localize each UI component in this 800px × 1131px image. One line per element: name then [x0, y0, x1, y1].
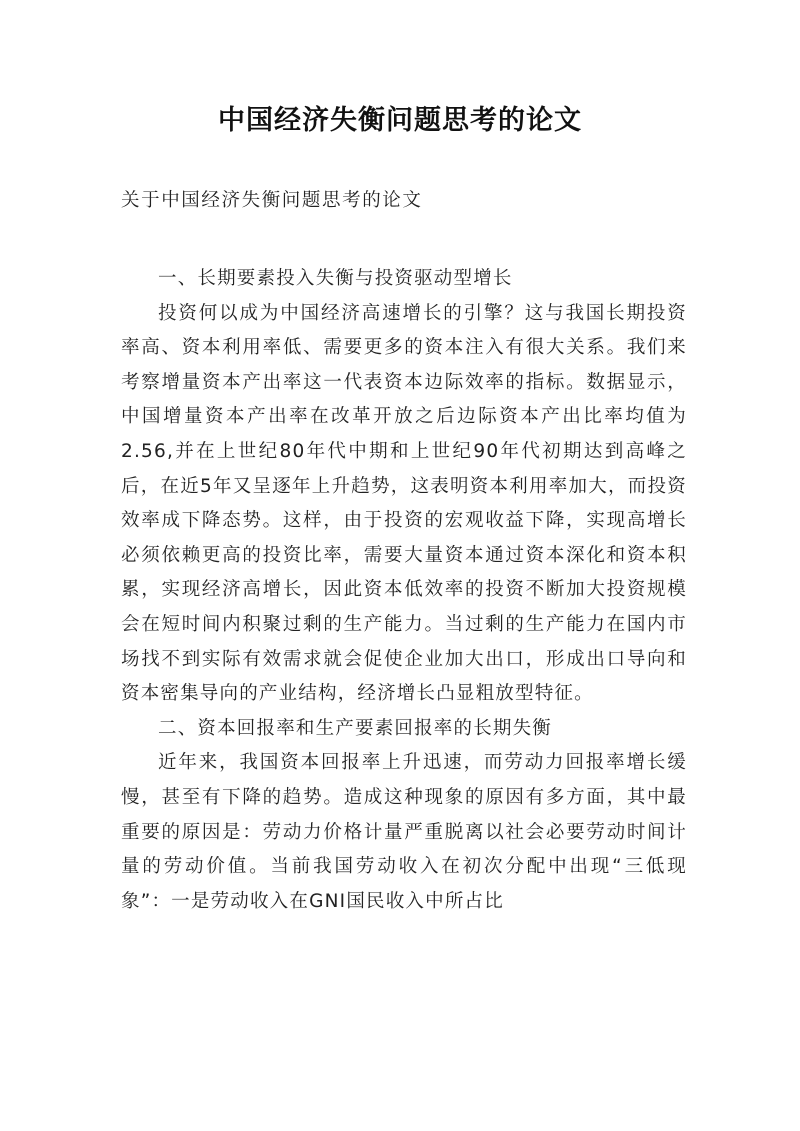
- section-heading-1: 一、长期要素投入失衡与投资驱动型增长: [158, 268, 513, 289]
- document-subtitle: 关于中国经济失衡问题思考的论文: [121, 190, 423, 211]
- body-paragraph-2: 近年来，我国资本回报率上升迅速，而劳动力回报率增长缓慢，甚至有下降的趋势。造成这种现象的原因有多方面，其中最重要的原因是：劳动力价格计量严重脱离以社会必要劳动时间计量的劳动价值。当前我国劳动收入在初次分配中出现“三低现象”：一是劳动收入在GNI国民收入中所占比: [121, 752, 687, 912]
- body-paragraph-1: 投资何以成为中国经济高速增长的引擎？这与我国长期投资率高、资本利用率低、需要更多的资本注入有很大关系。我们来考察增量资本产出率这一代表资本边际效率的指标。数据显示，中国增量资本产出率在改革开放之后边际资本产出比率均值为2.56,并在上世纪80年代中期和上世纪90年代初期达到高峰之后，在近5年又呈逐年上升趋势，这表明资本利用率加大，而投资效率成下降态势。这样，由于投资的宏观收益下降，实现高增长必须依赖更高的投资比率，需要大量资本通过资本深化和资本积累，实现经济高增长，因此资本低效率的投资不断加大投资规模会在短时间内积聚过剩的生产能力。当过剩的生产能力在国内市场找不到实际有效需求就会促使企业加大出口，形成出口导向和资本密集导向的产业结构，经济增长凸显粗放型特征。: [121, 302, 687, 705]
- section-heading-2: 二、资本回报率和生产要素回报率的长期失衡: [158, 717, 553, 739]
- document-body: [121, 262, 687, 919]
- document-title: 中国经济失衡问题思考的论文: [218, 105, 582, 136]
